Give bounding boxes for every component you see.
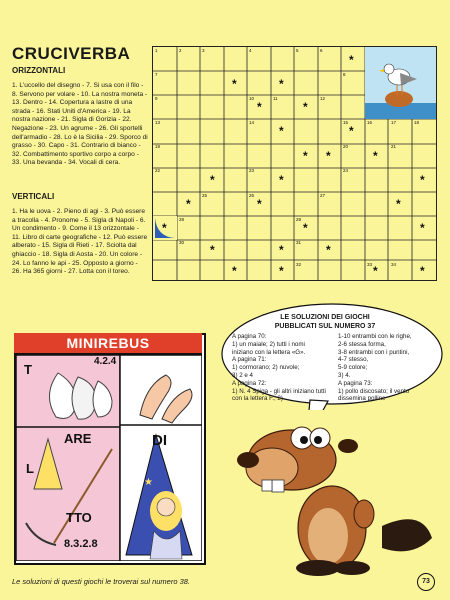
svg-text:*: * — [420, 264, 425, 278]
solution-line: A pagina 71: — [232, 356, 267, 364]
cell-number: 8 — [343, 72, 346, 77]
cell-number: 32 — [296, 262, 302, 267]
cell-number: 27 — [320, 193, 326, 198]
svg-text:*: * — [257, 197, 262, 211]
horizontal-heading: ORIZZONTALI — [12, 66, 66, 75]
svg-text:*: * — [303, 100, 308, 114]
rebus-letters-tto: TTO — [66, 510, 92, 525]
cell-number: 26 — [249, 193, 255, 198]
solution-line: A pagina 73: — [338, 379, 373, 387]
cell-number: 22 — [155, 168, 161, 173]
svg-text:*: * — [232, 77, 237, 91]
page-number: 73 — [417, 573, 435, 591]
cell-number: 5 — [296, 48, 299, 53]
solution-line: A pagina 70: — [232, 333, 267, 340]
horizontal-clues: 1. L'uccello del disegno - 7. Si usa con il filo - 8. Servono per volare - 10. La nostra moneta - 13. Dentro - 14. Copertura a lastre di una strada - 16. Stati Uniti d'America - 19. La nostra nazione - 21. Sigla di Gorizia - 22. Negazione - 23. Un agrume - 26. Gli sportelli dell'armadio - 28. Lo è la Sicilia - 29. Sporco di grasso - 30. Capo - 31. Contrario di bianco - 32. Combattimento sportivo corpo a corpo - 33. Una bevanda - 34. Vocali di cera. — [12, 82, 148, 167]
rebus-letters-are: ARE — [64, 431, 92, 446]
cell-number: 10 — [249, 96, 255, 101]
cell-number: 23 — [249, 168, 255, 173]
rebus-key: 4.2.4 — [94, 356, 117, 367]
solution-line: 1-10 entrambi con le righe, — [338, 333, 412, 340]
solution-line: 1) pollo discosato; il vento dissemina polline — [338, 387, 410, 403]
cell-number: 4 — [249, 48, 252, 53]
cell-number: 18 — [414, 120, 420, 125]
cell-number: 28 — [179, 217, 185, 222]
cell-number: 7 — [155, 72, 158, 77]
svg-text:*: * — [279, 264, 284, 278]
cell-number: 24 — [343, 168, 349, 173]
cell-number: 34 — [391, 262, 397, 267]
vertical-heading: VERTICALI — [12, 192, 55, 201]
solution-line: 4-7 stesso, — [338, 356, 369, 364]
svg-text:*: * — [279, 173, 284, 187]
solution-line: 3) 4. — [338, 371, 351, 379]
solution-line: 1) cormorano; 2) nuvole; — [232, 364, 300, 372]
cell-number: 25 — [202, 193, 208, 198]
svg-text:*: * — [373, 264, 378, 278]
cell-number: 15 — [343, 120, 349, 125]
svg-text:*: * — [279, 124, 284, 138]
rebus-letters-di: DI — [152, 432, 167, 449]
solutions-title-line1: LE SOLUZIONI DEI GIOCHI — [280, 314, 370, 321]
svg-text:*: * — [210, 243, 215, 257]
minirebus-artwork — [16, 355, 202, 561]
svg-text:*: * — [279, 243, 284, 257]
rebus-solution-key: 8.3.2.8 — [64, 538, 98, 550]
solution-line: A pagina 72: — [232, 379, 267, 387]
cell-number: 16 — [367, 120, 373, 125]
cell-number: 11 — [273, 96, 278, 101]
svg-text:*: * — [396, 197, 401, 211]
cell-number: 1 — [155, 48, 158, 53]
crossword-grid — [152, 46, 437, 281]
cell-number: 2 — [179, 48, 182, 53]
svg-text:*: * — [303, 221, 308, 235]
svg-text:*: * — [326, 149, 331, 163]
solutions-title — [240, 313, 410, 331]
solution-line: 1) un maiale; 2) tutti i nomi iniziano con la lettera «G». — [232, 340, 306, 356]
cell-number: 30 — [179, 240, 185, 245]
cell-number: 3 — [202, 48, 205, 53]
cell-number: 9 — [155, 96, 158, 101]
svg-text:*: * — [373, 149, 378, 163]
minirebus-title: MINIREBUS — [14, 333, 202, 355]
solution-line: 3-8 entrambi con i puntini, — [338, 348, 410, 356]
seagull-illustration — [365, 47, 436, 119]
vertical-clues: 1. Ha le uova - 2. Pieno di agi - 3. Può essere a tracolla - 4. Pronome - 5. Sigla di Napoli - 6. Un condimento - 9. Come il 13 orizzontale - 11. Libro di carte geografiche - 12. Può essere alberato - 15. Sigla di Rieti - 17. Sciolta dal ghiaccio - 18. Sigla di Aosta - 20. Un colore - 24. Lo fanno le api - 25. Opposto a giorno - 26. Ha 365 giorni - 27. Lotta con il toreo. — [12, 208, 148, 276]
svg-text:*: * — [303, 149, 308, 163]
solution-line: 5-9 colore; — [338, 364, 368, 372]
svg-text:*: * — [326, 243, 331, 257]
footer-note: Le soluzioni di questi giochi le troverai sul numero 38. — [12, 577, 191, 586]
cell-number: 29 — [296, 217, 302, 222]
svg-text:*: * — [349, 53, 354, 67]
cell-number: 33 — [367, 262, 373, 267]
rebus-letter-l: L — [26, 461, 34, 476]
svg-text:*: * — [420, 221, 425, 235]
cell-number: 20 — [343, 144, 349, 149]
svg-text:*: * — [257, 100, 262, 114]
cell-number: 31 — [296, 240, 302, 245]
beaver-illustration — [232, 408, 437, 578]
solutions-left-column — [232, 333, 327, 403]
cell-number: 19 — [155, 144, 161, 149]
cell-number: 14 — [249, 120, 255, 125]
svg-text:*: * — [210, 173, 215, 187]
crossword-title: CRUCIVERBA — [12, 44, 131, 63]
svg-text:*: * — [420, 173, 425, 187]
cell-number: 13 — [155, 120, 161, 125]
rebus-letter-t: T — [24, 362, 32, 377]
cell-number: 21 — [391, 144, 397, 149]
solutions-title-line2: PUBBLICATI SUL NUMERO 37 — [274, 323, 376, 330]
svg-text:*: * — [162, 221, 167, 235]
svg-text:*: * — [232, 264, 237, 278]
solutions-right-column — [338, 333, 438, 403]
svg-text:*: * — [349, 124, 354, 138]
svg-text:*: * — [186, 197, 191, 211]
solution-line: 1) N. 4 Spiga - gli altri iniziano tutti con la lettera F.; 2) — [232, 387, 326, 403]
solution-line: 3) 2 e 4 — [232, 371, 253, 379]
cell-number: 6 — [320, 48, 323, 53]
cell-number: 12 — [320, 96, 326, 101]
svg-text:★: ★ — [144, 477, 153, 488]
cell-number: 17 — [391, 120, 397, 125]
solution-line: 2-6 stessa forma, — [338, 340, 386, 348]
svg-text:*: * — [279, 77, 284, 91]
